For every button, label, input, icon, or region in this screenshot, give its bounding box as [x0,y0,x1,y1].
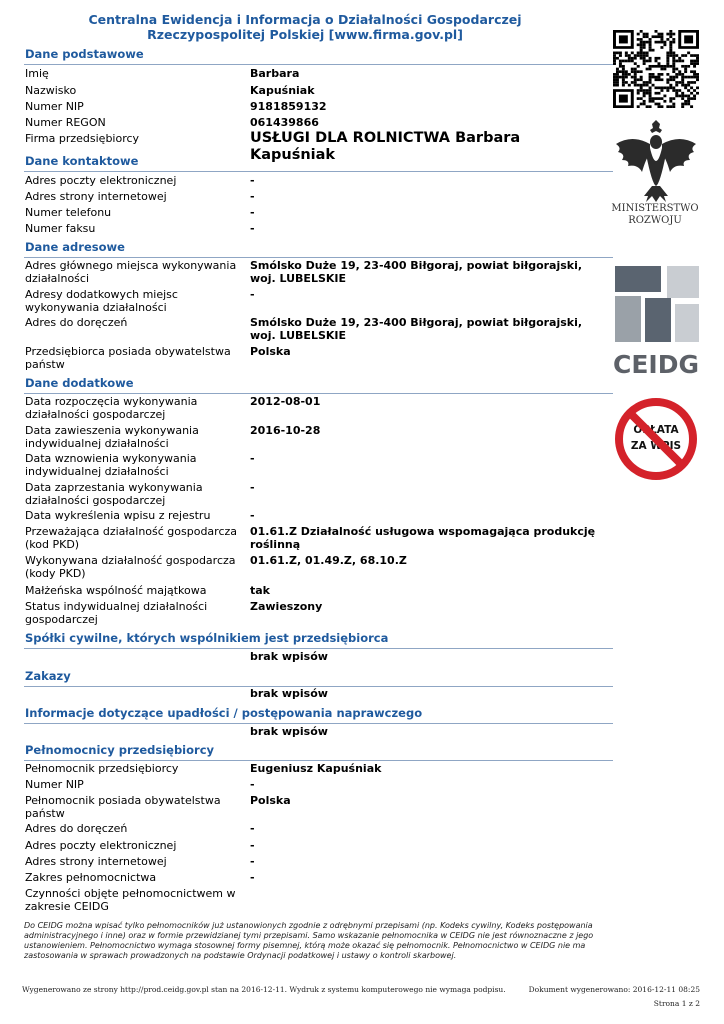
field-value: Polska [250,794,291,807]
field-value: - [250,190,255,203]
section-basic-title: Dane podstawowe [24,47,613,65]
field-label: Numer REGON [25,116,106,129]
field-label: Małżeńska wspólność majątkowa [25,584,207,597]
field-value: Zawieszony [250,600,323,613]
field-value: - [250,778,255,791]
field-label: Numer NIP [25,778,84,791]
field-label: Adres strony internetowej [25,855,167,868]
field-value: brak wpisów [250,725,328,738]
field-value: - [250,206,255,219]
field-label: Numer telefonu [25,206,112,219]
polish-eagle-emblem-icon [612,114,700,204]
field-value: - [250,855,255,868]
field-label: Nazwisko [25,84,77,97]
field-label: Firma przedsiębiorcy [25,132,140,145]
header-line-1: Centralna Ewidencja i Informacja o Działalności Gospodarczej [88,12,522,27]
field-label: Numer faksu [25,222,96,235]
proxy-footnote: Do CEIDG można wpisać tylko pełnomocników już ustanowionych zgodnie z odrębnymi przepisami (np. Kodeks cywilny, Kodeks postępowania administracyjnego i inne) oraz w formie przewidzianej tymi przepisami. Samo wskazanie pełnomocnika w CEIDG nie jest równoznaczne z jego ustanowieniem. Pełnomocnictwo wymaga stosownej formy pisemnej, którą może okazać się pełnomocnik. Pełnomocnictwo w CEIDG nie ma zastosowania w sprawach prowadzonych na podstawie Ordynacji podatkowej i ustawy o kontroli skarbowej. [24,921,594,960]
ceidg-logo-icon [615,266,699,342]
field-value: - [250,822,255,835]
field-value: brak wpisów [250,687,328,700]
no-fee-stamp-icon [612,396,700,482]
field-label: Pełnomocnik przedsiębiorcy [25,762,179,775]
field-label: Adres poczty elektronicznej [25,839,177,852]
section-civil-title: Spółki cywilne, których wspólnikiem jest przedsiębiorca [24,631,613,649]
field-value: 2016-10-28 [250,424,321,437]
section-additional-title: Dane dodatkowe [24,376,613,394]
field-label: Adres poczty elektronicznej [25,174,177,187]
field-value: 01.61.Z Działalność usługowa wspomagająca produkcję roślinną [250,525,596,551]
field-value: - [250,509,255,522]
field-value: tak [250,584,270,597]
footer-generated-from: Wygenerowano ze strony http://prod.ceidg.gov.pl stan na 2016-12-11. Wydruk z systemu komputerowego nie wymaga podpisu. [22,985,506,994]
field-label: Adres do doręczeń [25,316,128,329]
document-header [22,12,588,42]
field-label: Przeważająca działalność gospodarcza (kod PKD) [25,525,238,551]
header-line-2: Rzeczypospolitej Polskiej [www.firma.gov.pl] [147,27,463,42]
field-value: Eugeniusz Kapuśniak [250,762,382,775]
stamp-line-2: ZA WPIS [630,440,682,452]
field-label: Pełnomocnik posiada obywatelstwa państw [25,794,221,820]
qr-code-icon [613,30,699,108]
field-value: 061439866 [250,116,319,129]
field-value: Smólsko Duże 19, 23-400 Biłgoraj, powiat biłgorajski, woj. LUBELSKIE [250,259,583,285]
field-value: - [250,481,255,494]
field-value: 2012-08-01 [250,395,321,408]
field-value: 01.61.Z, 01.49.Z, 68.10.Z [250,554,407,567]
section-proxies-title: Pełnomocnicy przedsiębiorcy [24,743,613,761]
field-label: Czynności objęte pełnomocnictwem w zakresie CEIDG [25,887,236,913]
field-label: Numer NIP [25,100,84,113]
field-value: - [250,452,255,465]
field-value: USŁUGI DLA ROLNICTWA Barbara Kapuśniak [250,130,521,163]
field-value: Polska [250,345,291,358]
field-label: Zakres pełnomocnictwa [25,871,157,884]
section-bankruptcy-title: Informacje dotyczące upadłości / postępowania naprawczego [24,706,613,724]
field-label: Data rozpoczęcia wykonywania działalności gospodarczej [25,395,198,421]
section-contact-title: Dane kontaktowe [24,154,613,172]
field-value: - [250,839,255,852]
section-address-title: Dane adresowe [24,240,613,258]
field-value: - [250,174,255,187]
field-value: - [250,288,255,301]
field-value: Smólsko Duże 19, 23-400 Biłgoraj, powiat biłgorajski, woj. LUBELSKIE [250,316,583,342]
field-label: Data wznowienia wykonywania indywidualnej działalności [25,452,197,478]
field-value: brak wpisów [250,650,328,663]
field-label: Data zawieszenia wykonywania indywidualnej działalności [25,424,199,450]
field-label: Data zaprzestania wykonywania działalności gospodarczej [25,481,203,507]
field-value: 9181859132 [250,100,327,113]
ministry-logo-text [600,203,710,227]
field-label: Adres do doręczeń [25,822,128,835]
field-label: Wykonywana działalność gospodarcza (kody PKD) [25,554,236,580]
field-label: Adres głównego miejsca wykonywania działalności [25,259,237,285]
field-label: Data wykreślenia wpisu z rejestru [25,509,211,522]
stamp-line-1: OPŁATA [633,424,679,436]
footer-generated-date: Dokument wygenerowano: 2016-12-11 08:25 [528,985,700,994]
page-number: Strona 1 z 2 [653,999,700,1008]
field-label: Imię [25,67,49,80]
field-label: Przedsiębiorca posiada obywatelstwa państw [25,345,231,371]
field-value: Barbara [250,67,300,80]
ministry-line-1: MINISTERSTWO [611,203,699,214]
field-value: Kapuśniak [250,84,315,97]
field-label: Status indywidualnej działalności gospodarczej [25,600,208,626]
field-label: Adres strony internetowej [25,190,167,203]
field-value: - [250,222,255,235]
field-label: Adresy dodatkowych miejsc wykonywania działalności [25,288,178,314]
ceidg-logo-text: CEIDG [613,350,699,379]
ministry-line-2: ROZWOJU [628,215,682,226]
field-value: - [250,871,255,884]
section-bans-title: Zakazy [24,669,613,687]
